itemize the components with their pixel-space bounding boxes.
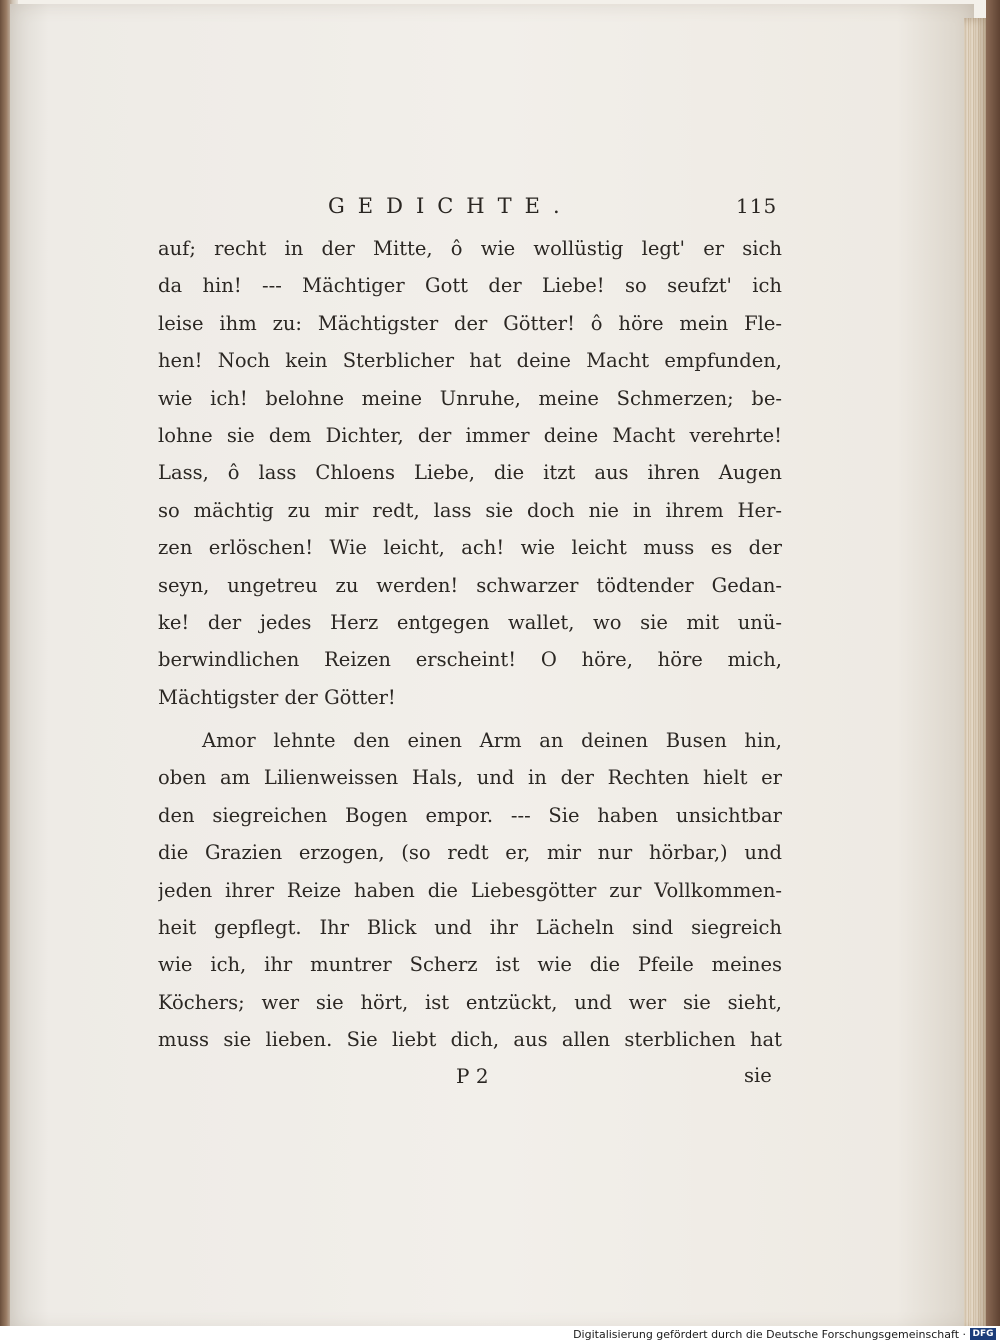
page-title: GEDICHTE. [328,194,573,218]
text-line: auf; recht in der Mitte, ô wie wollüstig legt' er sich [158,237,782,260]
text-line: leise ihm zu: Mächtigster der Götter! ô höre mein Fle- [158,311,782,335]
text-line: heit gepflegt. Ihr Blick und ihr Lächeln sind siegreich [158,916,782,940]
text-line: zen erlöschen! Wie leicht, ach! wie leicht muss es der [158,536,782,560]
running-head [0,194,1000,224]
text-line: seyn, ungetreu zu werden! schwarzer tödtender Gedan- [158,573,782,597]
text-line: Lass, ô lass Chloens Liebe, die itzt aus ihren Augen [158,461,782,485]
text-line: den siegreichen Bogen empor. --- Sie haben unsichtbar [158,803,782,827]
text-line: wie ich, ihr muntrer Scherz ist wie die Pfeile meines [158,953,782,977]
page-number: 115 [736,194,778,218]
text-line: Amor lehnte den einen Arm an deinen Busen hin, [202,729,782,753]
digitization-note: Digitalisierung gefördert durch die Deutsche Forschungsgemeinschaft · [573,1328,966,1341]
text-line: oben am Lilienweissen Hals, und in der Rechten hielt er [158,766,782,790]
text-line: so mächtig zu mir redt, lass sie doch nie in ihrem Her- [158,498,782,522]
text-line: Mächtigster der Götter! [158,685,396,709]
dfg-logo: DFG [970,1328,996,1340]
text-line: ke! der jedes Herz entgegen wallet, wo sie mit unü- [158,610,782,634]
catchword: sie [744,1064,772,1087]
text-line: Köchers; wer sie hört, ist entzückt, und wer sie sieht, [158,990,782,1014]
text-line: hen! Noch kein Sterblicher hat deine Macht empfunden, [158,349,782,373]
text-line: wie ich! belohne meine Unruhe, meine Schmerzen; be- [158,386,782,410]
page-footer [0,1064,1000,1094]
text-line: jeden ihrer Reize haben die Liebesgötter zur Vollkommen- [158,878,782,902]
text-line: berwindlichen Reizen erscheint! O höre, höre mich, [158,648,782,672]
text-line: da hin! --- Mächtiger Gott der Liebe! so seufzt' ich [158,274,782,298]
body-text [158,230,782,1059]
signature-mark: P 2 [456,1064,489,1088]
text-line: lohne sie dem Dichter, der immer deine Macht verehrte! [158,423,782,447]
text-line: muss sie lieben. Sie liebt dich, aus allen sterblichen hat [158,1028,782,1052]
text-line: die Grazien erzogen, (so redt er, mir nur hörbar,) und [158,841,782,865]
